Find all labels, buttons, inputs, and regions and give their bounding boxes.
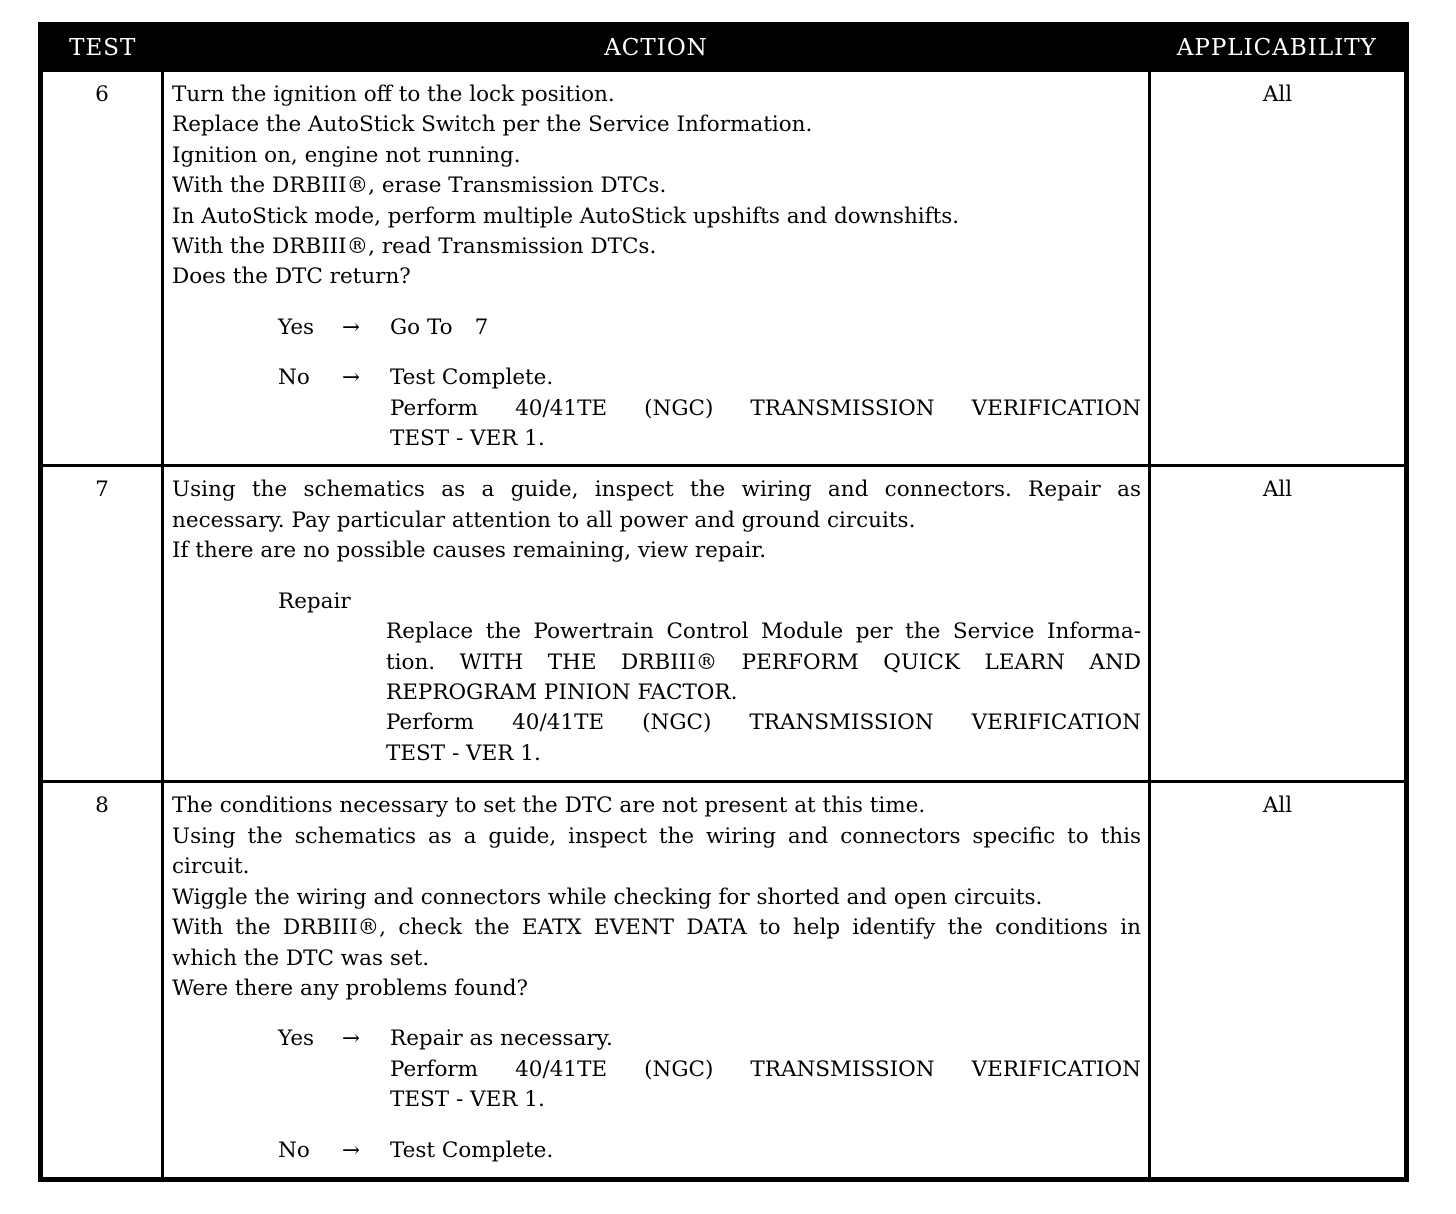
test-number: 7: [41, 466, 163, 782]
header-row: [41, 25, 1407, 71]
arrow-right-icon: →: [342, 314, 361, 340]
action-step: In AutoStick mode, perform multiple AutoStick upshifts and downshifts.: [172, 203, 960, 229]
action-cell: [163, 782, 1150, 1180]
action-cell: [163, 466, 1150, 782]
action-step: Ignition on, engine not running.: [172, 142, 521, 168]
repair-line: TEST - VER 1.: [386, 740, 541, 766]
action-step: The conditions necessary to set the DTC are not present at this time.: [172, 793, 926, 819]
no-result: [390, 363, 1141, 454]
table-row: [41, 782, 1407, 1180]
result-line: Test Complete.: [390, 1137, 554, 1163]
header-action: ACTION: [163, 25, 1150, 71]
arrow-right-icon: →: [342, 1026, 361, 1052]
action-step: Replace the AutoStick Switch per the Service Information.: [172, 112, 813, 138]
applicability-cell: All: [1150, 466, 1407, 782]
table-row: [41, 466, 1407, 782]
action-step: which the DTC was set.: [172, 945, 430, 971]
action-step: necessary. Pay particular attention to all power and ground circuits.: [172, 507, 916, 533]
action-step: Using the schematics as a guide, inspect the wiring and connectors. Repair as: [172, 477, 1141, 503]
applicability-cell: All: [1150, 782, 1407, 1180]
result-line: TEST - VER 1.: [390, 1087, 545, 1113]
test-number: 6: [41, 71, 163, 466]
action-step: With the DRBIII®, read Transmission DTCs.: [172, 234, 657, 260]
header-test: TEST: [41, 25, 163, 71]
no-outcome: [172, 1136, 1141, 1166]
goto-text: Go To: [390, 314, 453, 340]
action-step: If there are no possible causes remaining, view repair.: [172, 538, 767, 564]
goto-test-link[interactable]: 7: [474, 314, 489, 340]
repair-label: Repair: [278, 588, 351, 614]
applicability-cell: All: [1150, 71, 1407, 466]
result-line: Test Complete.: [390, 365, 554, 391]
action-cell: [163, 71, 1150, 466]
yes-label: Yes: [278, 314, 315, 340]
no-outcome: [172, 363, 1141, 454]
action-question: Does the DTC return?: [172, 264, 411, 290]
no-label: No: [278, 1137, 310, 1163]
yes-outcome: [172, 1024, 1141, 1115]
arrow-right-icon: →: [342, 365, 361, 391]
header-applicability: APPLICABILITY: [1150, 25, 1407, 71]
no-result: [390, 1136, 1141, 1166]
action-step: Turn the ignition off to the lock position.: [172, 82, 615, 107]
action-question: Were there any problems found?: [172, 975, 529, 1001]
result-line: Perform 40/41TE (NGC) TRANSMISSION VERIFICATION: [390, 1056, 1141, 1082]
repair-line: REPROGRAM PINION FACTOR.: [386, 679, 738, 705]
yes-result: [390, 1024, 1141, 1115]
action-step: Wiggle the wiring and connectors while checking for shorted and open circuits.: [172, 884, 1043, 910]
repair-line: Perform 40/41TE (NGC) TRANSMISSION VERIFICATION: [386, 710, 1141, 736]
result-line: TEST - VER 1.: [390, 426, 545, 452]
result-line: Perform 40/41TE (NGC) TRANSMISSION VERIFICATION: [390, 395, 1141, 421]
action-step: With the DRBIII®, erase Transmission DTCs.: [172, 173, 667, 199]
test-number: 8: [41, 782, 163, 1180]
action-step: With the DRBIII®, check the EATX EVENT DATA to help identify the conditions in: [172, 915, 1141, 941]
yes-label: Yes: [278, 1026, 315, 1052]
yes-outcome: [172, 313, 1141, 343]
repair-instructions: [386, 617, 1141, 769]
repair-line: Replace the Powertrain Control Module per the Service Informa-: [386, 619, 1141, 645]
result-line: Repair as necessary.: [390, 1026, 613, 1052]
action-step: circuit.: [172, 854, 250, 880]
repair-line: tion. WITH THE DRBIII® PERFORM QUICK LEARN AND: [386, 649, 1141, 675]
test-procedure-table: [38, 22, 1409, 1182]
action-step: Using the schematics as a guide, inspect the wiring and connectors specific to this: [172, 823, 1141, 849]
yes-result: [390, 313, 1141, 343]
no-label: No: [278, 365, 310, 391]
table-row: [41, 71, 1407, 466]
arrow-right-icon: →: [342, 1137, 361, 1163]
